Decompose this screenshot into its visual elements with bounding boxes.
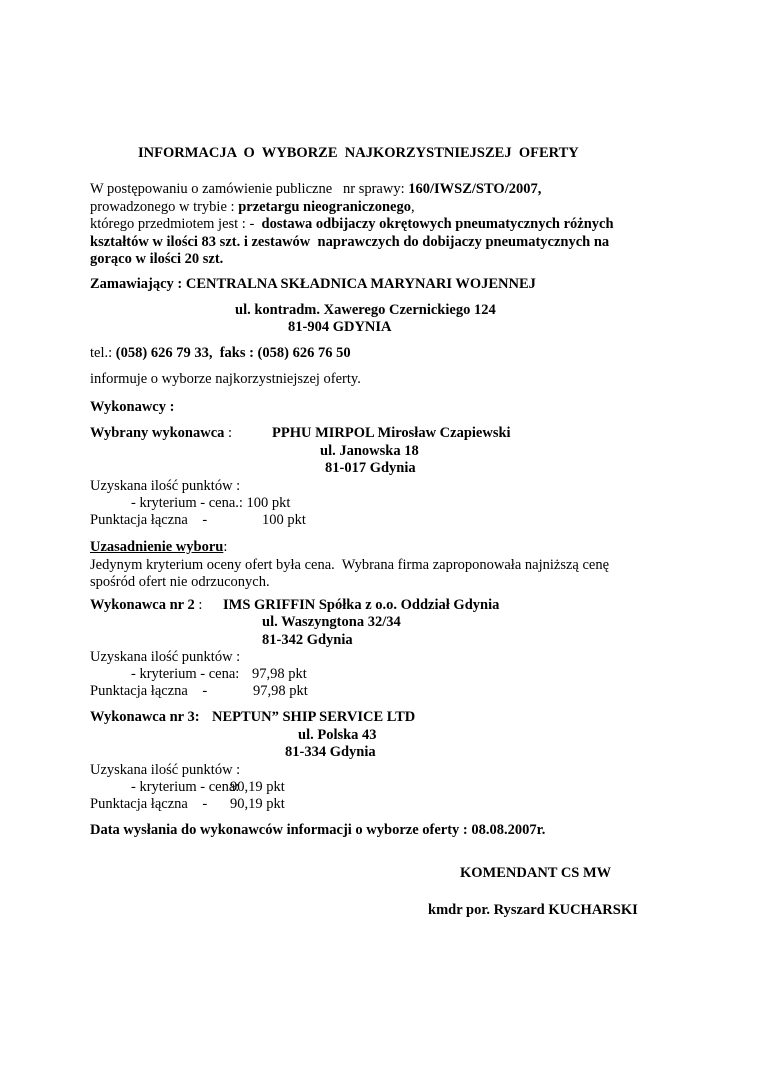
contractors-heading: Wykonawcy : xyxy=(90,399,175,415)
selected-street: ul. Janowska 18 xyxy=(320,443,419,459)
orderer-street: ul. kontradm. Xawerego Czernickiego 124 xyxy=(235,302,496,318)
intro-line-3: którego przedmiotem jest : - dostawa odbijaczy okrętowych pneumatycznych różnych xyxy=(90,216,614,232)
contractor3-points-label: Uzyskana ilość punktów : xyxy=(90,762,241,778)
procedure-mode: przetargu nieograniczonego xyxy=(238,199,411,215)
selected-total: 100 pkt xyxy=(262,512,306,528)
contractor2-city: 81-342 Gdynia xyxy=(262,632,353,648)
orderer-contact: tel.: (058) 626 79 33, faks : (058) 626 76 50 xyxy=(90,345,351,361)
contractor3-criterion: 90,19 pkt xyxy=(230,779,285,795)
contractor2-label: Wykonawca nr 2 : xyxy=(90,597,203,613)
contractor3-total-label: Punktacja łączna - xyxy=(90,796,208,812)
contractor2-criterion: 97,98 pkt xyxy=(252,666,307,682)
selected-label: Wybrany wykonawca : xyxy=(90,425,233,441)
contractor2-total-label: Punktacja łączna - xyxy=(90,683,208,699)
informs-text: informuje o wyborze najkorzystniejszej oferty. xyxy=(90,371,361,387)
justification-line-2: spośród ofert nie odrzuconych. xyxy=(90,574,270,590)
send-date: Data wysłania do wykonawców informacji o wyborze oferty : 08.08.2007r. xyxy=(90,822,546,838)
signature-name: kmdr por. Ryszard KUCHARSKI xyxy=(428,902,638,918)
selected-city: 81-017 Gdynia xyxy=(325,460,416,476)
contractor3-street: ul. Polska 43 xyxy=(298,727,377,743)
intro-line-1: W postępowaniu o zamówienie publiczne nr sprawy: 160/IWSZ/STO/2007, xyxy=(90,181,542,197)
orderer: Zamawiający : CENTRALNA SKŁADNICA MARYNARI WOJENNEJ xyxy=(90,276,536,292)
justification-heading: Uzasadnienie wyboru: xyxy=(90,539,228,555)
selected-points-label: Uzyskana ilość punktów : xyxy=(90,478,241,494)
orderer-city: 81-904 GDYNIA xyxy=(288,319,392,335)
contractor3-criterion-label: - kryterium - cena: xyxy=(131,779,240,795)
signature-title: KOMENDANT CS MW xyxy=(460,865,612,881)
document-title: INFORMACJA O WYBORZE NAJKORZYSTNIEJSZEJ OFERTY xyxy=(138,145,579,161)
subject-line-2: kształtów w ilości 83 szt. i zestawów naprawczych do dobijaczy pneumatycznych na xyxy=(90,234,610,250)
contractor2-total: 97,98 pkt xyxy=(253,683,308,699)
contractor3-name: NEPTUN” SHIP SERVICE LTD xyxy=(212,709,416,725)
contractor3-label: Wykonawca nr 3: xyxy=(90,709,200,725)
contractor3-total: 90,19 pkt xyxy=(230,796,285,812)
selected-total-label: Punktacja łączna - xyxy=(90,512,208,528)
contractor2-name: IMS GRIFFIN Spółka z o.o. Oddział Gdynia xyxy=(223,597,500,613)
selected-criterion: - kryterium - cena.: 100 pkt xyxy=(131,495,291,511)
contractor3-city: 81-334 Gdynia xyxy=(285,744,376,760)
subject-line-3: gorąco w ilości 20 szt. xyxy=(90,251,224,267)
selected-name: PPHU MIRPOL Mirosław Czapiewski xyxy=(272,425,511,441)
contractor2-points-label: Uzyskana ilość punktów : xyxy=(90,649,241,665)
justification-line-1: Jedynym kryterium oceny ofert była cena. Wybrana firma zaproponowała najniższą cenę xyxy=(90,557,610,573)
case-number: 160/IWSZ/STO/2007 xyxy=(408,181,538,197)
contractor2-criterion-label: - kryterium - cena: xyxy=(131,666,240,682)
intro-line-2: prowadzonego w trybie : przetargu nieograniczonego, xyxy=(90,199,415,215)
contractor2-street: ul. Waszyngtona 32/34 xyxy=(262,614,401,630)
